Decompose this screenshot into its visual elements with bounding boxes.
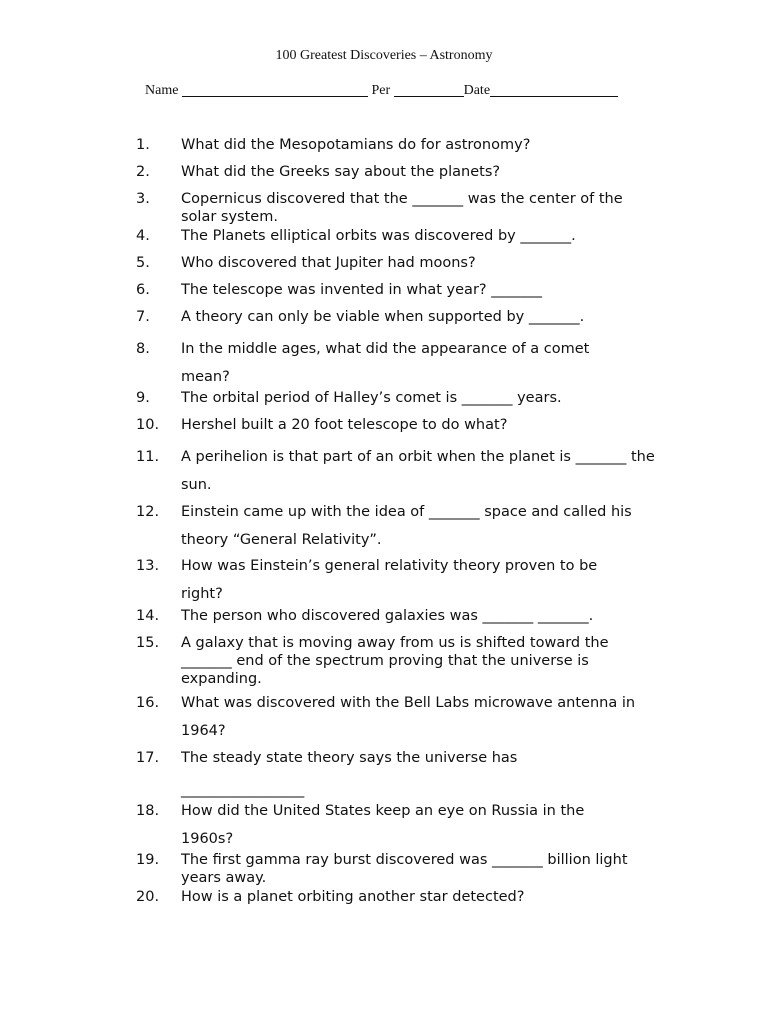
question-number: 7. [136, 309, 150, 325]
question-number: 9. [136, 390, 150, 406]
question-text [181, 498, 681, 554]
question-text-line: Copernicus discovered that the _______ was the center of the [181, 191, 623, 207]
question-text-line: mean? [181, 369, 230, 385]
question-text [181, 254, 681, 272]
question-text [181, 335, 681, 391]
question-number: 3. [136, 191, 150, 207]
question-text-line: In the middle ages, what did the appearance of a comet [181, 341, 590, 357]
date-label: Date [463, 83, 491, 98]
question-text-line: What did the Mesopotamians do for astronomy? [181, 137, 531, 153]
question-text-line: The Planets elliptical orbits was discovered by _______. [181, 228, 576, 244]
question-text [181, 443, 681, 499]
question-number: 12. [136, 504, 160, 520]
question-text-line: The telescope was invented in what year? _______ [181, 282, 542, 298]
per-label: Per [371, 83, 391, 98]
question-text [181, 851, 681, 887]
question-text [181, 689, 681, 745]
question-text [181, 552, 681, 608]
question-text [181, 888, 681, 906]
student-info-line [145, 82, 618, 100]
question-number: 2. [136, 164, 150, 180]
question-text-line: right? [181, 586, 223, 602]
date-blank[interactable] [490, 83, 618, 97]
question-number: 20. [136, 889, 160, 905]
question-text-line: 1960s? [181, 831, 234, 847]
question-number: 17. [136, 750, 160, 766]
question-text [181, 607, 681, 625]
question-text-line: years away. [181, 870, 267, 886]
question-text-line: sun. [181, 477, 212, 493]
question-number: 6. [136, 282, 150, 298]
period-blank[interactable] [394, 83, 464, 97]
question-text-line: Einstein came up with the idea of _______ space and called his [181, 504, 632, 520]
question-text-line: What was discovered with the Bell Labs microwave antenna in [181, 695, 636, 711]
question-text [181, 163, 681, 181]
question-number: 14. [136, 608, 160, 624]
question-text [181, 634, 681, 688]
question-text-line: expanding. [181, 671, 262, 687]
question-text-line: How was Einstein’s general relativity theory proven to be [181, 558, 598, 574]
question-number: 18. [136, 803, 160, 819]
question-text-line: _______ end of the spectrum proving that the universe is [181, 653, 589, 669]
question-text-line: The person who discovered galaxies was _______ _______. [181, 608, 594, 624]
question-number: 4. [136, 228, 150, 244]
question-text-line: How is a planet orbiting another star detected? [181, 889, 525, 905]
question-text-line: _________________ [181, 782, 305, 798]
question-text-line: A galaxy that is moving away from us is shifted toward the [181, 635, 609, 651]
question-number: 11. [136, 449, 160, 465]
question-text-line: A theory can only be viable when supported by _______. [181, 309, 585, 325]
question-text-line: Hershel built a 20 foot telescope to do what? [181, 417, 508, 433]
question-text [181, 389, 681, 407]
question-text-line: A perihelion is that part of an orbit when the planet is _______ the [181, 449, 655, 465]
question-text-line: How did the United States keep an eye on Russia in the [181, 803, 585, 819]
question-text-line: The steady state theory says the universe has [181, 750, 518, 766]
question-text-line: What did the Greeks say about the planets? [181, 164, 501, 180]
question-number: 1. [136, 137, 150, 153]
question-text [181, 190, 681, 226]
question-number: 10. [136, 417, 160, 433]
question-text [181, 797, 681, 853]
question-text-line: 1964? [181, 723, 226, 739]
question-number: 19. [136, 852, 160, 868]
question-number: 16. [136, 695, 160, 711]
page-title: 100 Greatest Discoveries – Astronomy [275, 48, 493, 63]
question-text-line: The first gamma ray burst discovered was _______ billion light [181, 852, 628, 868]
name-blank[interactable] [182, 83, 368, 97]
question-number: 8. [136, 341, 150, 357]
question-text-line: Who discovered that Jupiter had moons? [181, 255, 476, 271]
question-number: 5. [136, 255, 150, 271]
question-text-line: The orbital period of Halley’s comet is _______ years. [181, 390, 562, 406]
question-text [181, 281, 681, 299]
question-text [181, 227, 681, 245]
question-number: 15. [136, 635, 160, 651]
name-label: Name [145, 83, 179, 98]
question-number: 13. [136, 558, 160, 574]
question-text [181, 136, 681, 154]
question-text [181, 308, 681, 326]
question-text-line: solar system. [181, 209, 278, 225]
question-text [181, 416, 681, 434]
question-text-line: theory “General Relativity”. [181, 532, 382, 548]
